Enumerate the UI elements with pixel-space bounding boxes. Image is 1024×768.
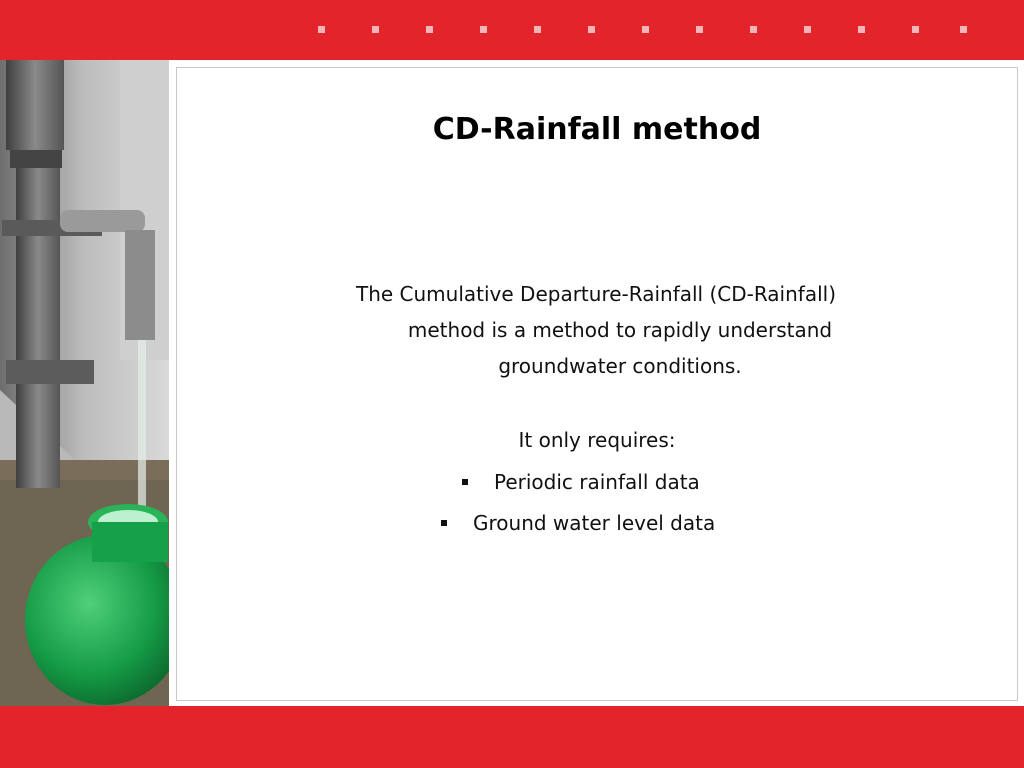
dot-icon xyxy=(318,26,325,33)
dot-icon xyxy=(804,26,811,33)
bullet-text: Ground water level data xyxy=(473,511,716,535)
hand-pump-illustration-icon xyxy=(0,60,169,706)
square-bullet-icon xyxy=(441,520,447,526)
slide-title: CD-Rainfall method xyxy=(432,112,762,147)
paragraph-line: The Cumulative Departure-Rainfall (CD-Rainfall) xyxy=(355,282,837,306)
bullet-item xyxy=(441,511,715,535)
top-red-band xyxy=(0,0,1024,60)
content-frame xyxy=(176,67,1018,701)
dot-icon xyxy=(960,26,967,33)
dot-icon xyxy=(480,26,487,33)
dot-icon xyxy=(696,26,703,33)
dot-icon xyxy=(426,26,433,33)
hand-pump-photo xyxy=(0,60,169,706)
paragraph-line: method is a method to rapidly understand xyxy=(407,318,833,342)
bottom-red-band xyxy=(0,706,1024,768)
decorative-dots xyxy=(0,26,1024,34)
dot-icon xyxy=(588,26,595,33)
bullet-text: Periodic rainfall data xyxy=(494,470,700,494)
dot-icon xyxy=(750,26,757,33)
dot-icon xyxy=(912,26,919,33)
requires-label: It only requires: xyxy=(518,428,676,452)
dot-icon xyxy=(534,26,541,33)
dot-icon xyxy=(858,26,865,33)
dot-icon xyxy=(642,26,649,33)
dot-icon xyxy=(372,26,379,33)
square-bullet-icon xyxy=(462,479,468,485)
bullet-item xyxy=(462,470,700,494)
description-paragraph xyxy=(300,276,892,384)
paragraph-line: groundwater conditions. xyxy=(498,354,742,378)
